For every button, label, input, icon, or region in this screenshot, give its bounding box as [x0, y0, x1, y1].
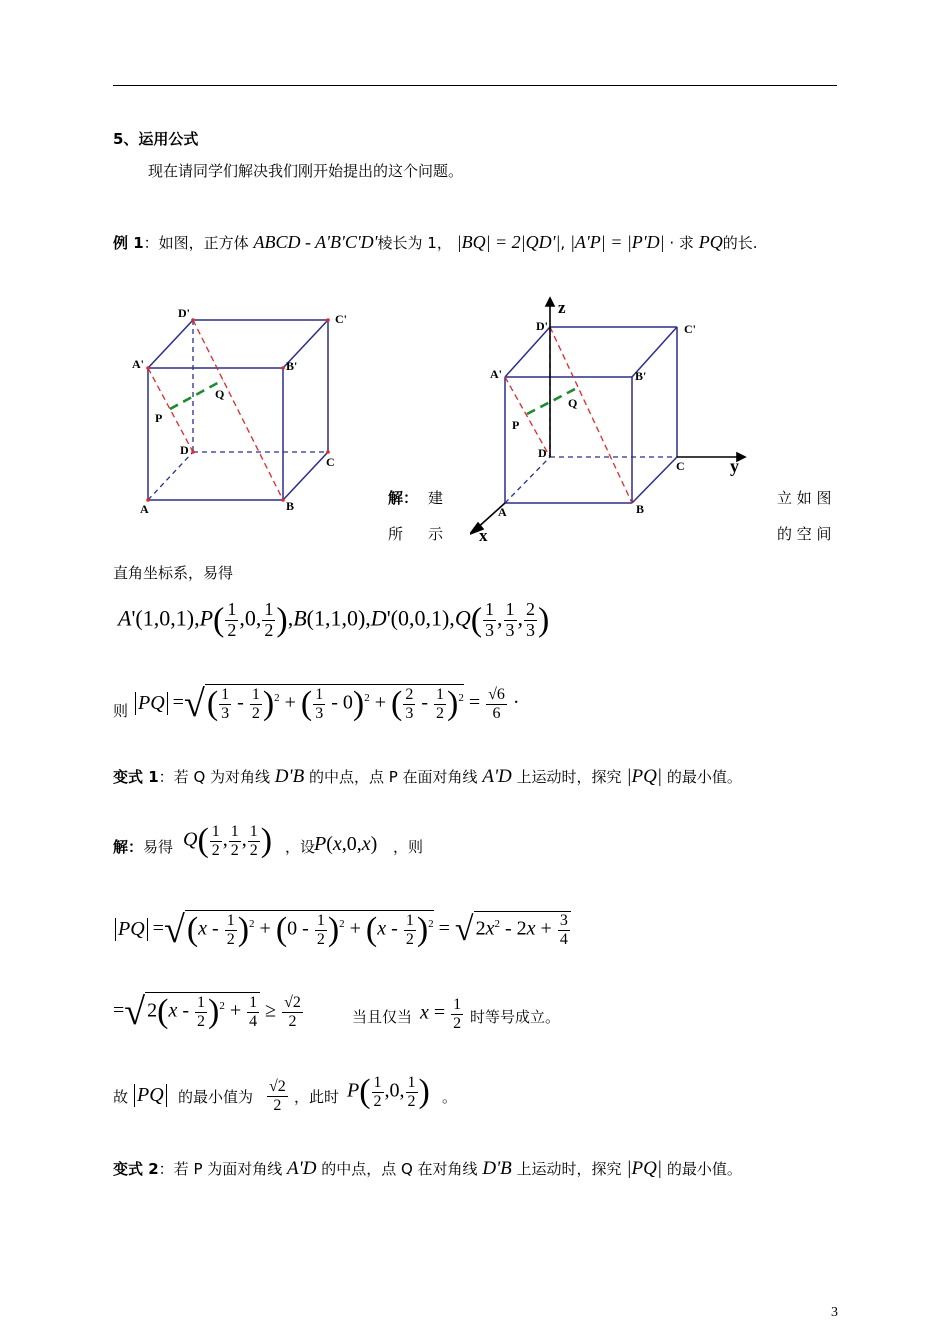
example1-sep: , — [560, 234, 566, 252]
label-d: D — [180, 443, 189, 457]
variant1-target: |PQ| — [626, 766, 663, 787]
solution1-de: 的 空 间 — [777, 525, 832, 543]
label-a-r: A — [498, 505, 507, 519]
variant2-text2: 的中点，点 Q 在对角线 — [321, 1160, 478, 1178]
solution2-q: Q( $\frac{1}{2}$ , $\frac{1}{2}$ , $\frac{1}{2}$ ) — [183, 822, 273, 859]
variant2-label: 变式 2 — [113, 1160, 159, 1178]
variant1-text1: ：若 Q 为对角线 — [158, 768, 271, 786]
variant2-seg2: D'B — [482, 1158, 512, 1179]
result1-formula: PQ =√( $\frac{1}{3}$ - $\frac{1}{2}$ )$^2$ + ( $\frac{1}{3}$ - 0)$^2$ + ( $\frac{2}{3}$ - $\frac{1}{2}$ )$^2$ = $\frac{√6}{6}$ · — [135, 682, 520, 726]
conclusion-pq: PQ — [134, 1084, 167, 1107]
variant1-text3: 上运动时，探究 — [516, 768, 622, 786]
label-d-prime-r: D' — [536, 319, 548, 333]
conclusion-ci: ，此时 — [294, 1088, 340, 1106]
variant1-seg2: A'D — [482, 766, 512, 787]
solution1-shi: 示 — [428, 525, 444, 543]
solution2-label: 解： — [113, 838, 144, 856]
label-p-r: P — [512, 418, 520, 432]
header-rule — [113, 85, 837, 86]
axis-label-x: x — [479, 526, 488, 545]
variant2-text4: 的最小值。 — [666, 1160, 742, 1178]
conclusion-min: 的最小值为 — [178, 1088, 254, 1106]
solution1-jian: 建 — [428, 489, 444, 507]
solution2-p: P(x,0,x) — [314, 833, 378, 855]
distance-formula: PQ =√(x - $\frac{1}{2}$ )$^2$ + (0 - $\frac{1}{2}$ )$^2$ + (x - $\frac{1}{2}$ )$^2$ = √ $2x^2 - 2x$ + $\frac{3}{4}$ — [115, 908, 571, 952]
example1-text1: ：如图，正方体 — [143, 234, 249, 252]
conclusion-value: $\frac{√2}{2}$ — [269, 1078, 286, 1114]
label-b-r: B — [636, 502, 645, 516]
variant2-text3: 上运动时，探究 — [516, 1160, 622, 1178]
conclusion-gu: 故 — [113, 1088, 129, 1106]
solution2-she: ，设 — [285, 838, 316, 856]
label-d-prime: D' — [178, 306, 190, 320]
variant1-seg1: D'B — [274, 766, 305, 787]
axis-label-y: y — [730, 456, 739, 476]
variant2-text1: ：若 P 为面对角线 — [158, 1160, 283, 1178]
label-c-prime: C' — [335, 312, 347, 326]
variant1-label: 变式 1 — [113, 768, 159, 786]
intro-paragraph: 现在请同学们解决我们刚开始提出的这个问题。 — [148, 162, 464, 180]
solution1-line2: 直角坐标系，易得 — [113, 564, 234, 582]
label-c-prime-r: C' — [684, 322, 696, 336]
label-a: A — [140, 502, 149, 516]
inequality-formula: =√ 2(x - $\frac{1}{2}$ )$^2$ + $\frac{1}{4}$ ≥ $\frac{√2}{2}$ — [113, 991, 301, 1033]
condition-bq: |BQ| = 2|QD'| — [456, 232, 561, 252]
example1-line — [113, 232, 757, 253]
label-d-r: D — [538, 446, 547, 460]
condition-ap: |A'P| = |P'D| — [569, 232, 665, 252]
variant1-text2: 的中点，点 P 在面对角线 — [308, 768, 478, 786]
label-p: P — [155, 411, 163, 425]
variant1-text4: 的最小值。 — [666, 768, 742, 786]
variant2-line — [113, 1158, 742, 1180]
variant2-target: |PQ| — [626, 1158, 663, 1179]
label-b: B — [286, 499, 295, 513]
result1-ze: 则 — [113, 702, 129, 720]
solution1-li: 立 如 图 — [777, 489, 832, 507]
solution1-label: 解： — [388, 489, 419, 507]
variant1-line — [113, 766, 742, 788]
solution2-yide: 易得 — [143, 838, 174, 856]
conclusion-end: 。 — [442, 1088, 458, 1106]
solution1-suo: 所 — [388, 525, 404, 543]
equality-text: 当且仅当 — [352, 1008, 413, 1026]
cube-name: ABCD - A'B'C'D' — [253, 232, 378, 252]
equality-cond: x = $\frac{1}{2}$ — [420, 996, 462, 1032]
conclusion-point: P( $\frac{1}{2}$ ,0, $\frac{1}{2}$ ) — [347, 1073, 430, 1110]
target-pq: PQ — [698, 232, 723, 252]
label-q-r: Q — [568, 396, 578, 410]
label-q: Q — [215, 387, 225, 401]
variant2-seg1: A'D — [287, 1158, 317, 1179]
label-c-r: C — [676, 459, 685, 473]
solution2-line — [113, 836, 173, 857]
label-b-prime-r: B' — [635, 369, 647, 383]
example1-text3: · 求 — [669, 234, 694, 252]
label-c: C — [326, 455, 335, 469]
cube-figure-right — [470, 290, 760, 545]
coordinates-line: A'(1,0,1),P( $\frac{1}{2}$ ,0, $\frac{1}{2}$ ),B(1,1,0),D'(0,0,1),Q( $\frac{1}{3}$ , $\frac{1}{3}$ , $\frac{2}{3}$ ) — [118, 599, 550, 640]
label-a-prime: A' — [132, 357, 144, 371]
axis-label-z: z — [558, 298, 566, 317]
example1-label: 例 1 — [113, 234, 144, 252]
equality-end: 时等号成立。 — [470, 1008, 561, 1026]
section-title: 5、运用公式 — [113, 130, 199, 148]
example1-text4: 的长. — [722, 234, 758, 252]
example1-text2: 棱长为 1， — [377, 234, 452, 252]
solution2-ze: ，则 — [393, 838, 424, 856]
label-a-prime-r: A' — [490, 367, 502, 381]
label-b-prime: B' — [286, 359, 298, 373]
page-number: 3 — [831, 1305, 838, 1320]
cube-figure-left — [125, 298, 355, 523]
